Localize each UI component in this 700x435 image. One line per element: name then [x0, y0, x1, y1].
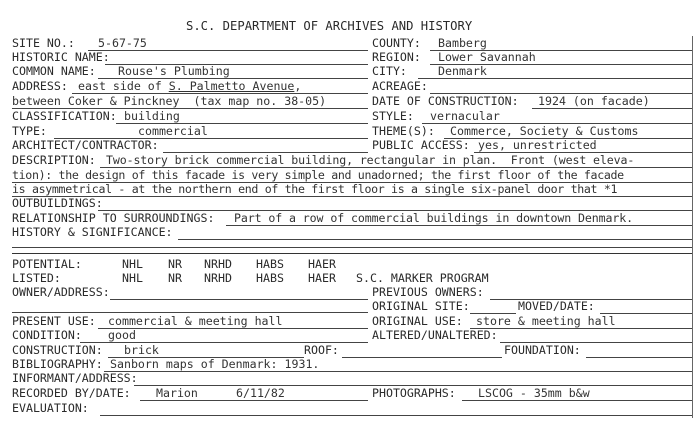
condition-label: CONDITION: [12, 328, 82, 342]
relationship-value: Part of a row of commercial buildings in downtown Denmark. [234, 211, 634, 225]
relationship-label: RELATIONSHIP TO SURROUNDINGS: [12, 211, 215, 225]
description-line2: tion): the design of this facade is very simple and unadorned; the first floor of the facade [12, 168, 624, 182]
themes-value: Commerce, Society & Customs [450, 124, 639, 138]
date-of-construction-line [532, 108, 692, 109]
potential-habs: HABS [256, 257, 284, 271]
original-use-value: store & meeting hall [476, 314, 616, 328]
address-prefix: east side of [78, 79, 169, 93]
potential-nr: NR [168, 257, 182, 271]
recorded-date-value: 6/11/82 [236, 386, 285, 400]
present-use-line [98, 328, 368, 329]
informant-label: INFORMANT/ADDRESS: [12, 371, 138, 385]
address-label: ADDRESS: [12, 79, 68, 93]
county-value: Bamberg [438, 36, 487, 50]
roof-line [342, 357, 502, 358]
foundation-line [586, 357, 692, 358]
city-value: Denmark [438, 64, 487, 78]
blank-rule [12, 247, 692, 248]
classification-value: building [124, 109, 180, 123]
section-divider [12, 253, 692, 254]
historic-name-label: HISTORIC NAME: [12, 50, 110, 64]
recorded-by-label: RECORDED BY/DATE: [12, 386, 131, 400]
original-site-label: ORIGINAL SITE: [372, 299, 470, 313]
photographs-label: PHOTOGRAPHS: [372, 386, 456, 400]
original-use-line [470, 328, 692, 329]
address-line1 [78, 80, 301, 93]
relationship-line [226, 225, 692, 226]
owner-address-line [110, 299, 368, 300]
date-of-construction-value: 1924 (on facade) [538, 94, 650, 108]
description-rule3 [12, 196, 692, 197]
address-suffix: , [294, 79, 302, 93]
date-of-construction-label: DATE OF CONSTRUCTION: [372, 94, 519, 108]
construction-label: CONSTRUCTION: [12, 343, 103, 357]
region-label: REGION: [372, 50, 421, 64]
site-no-value: 5-67-75 [98, 36, 147, 50]
roof-label: ROOF: [304, 343, 339, 357]
city-line [418, 78, 692, 79]
owner-address-label: OWNER/ADDRESS: [12, 285, 110, 299]
potential-nrhd: NRHD [204, 257, 232, 271]
moved-date-label: MOVED/DATE: [518, 299, 595, 313]
history-line [178, 239, 692, 240]
description-label: DESCRIPTION: [12, 153, 96, 167]
address-street: S. Palmetto Avenue [168, 79, 295, 93]
description-line3: is asymmetrical - at the northern end of the first floor is a single six-panel door that *1 [12, 182, 618, 196]
recorded-by-line [140, 400, 368, 401]
city-label: CITY: [372, 64, 407, 78]
region-value: Lower Savannah [438, 50, 536, 64]
type-label: TYPE: [12, 124, 47, 138]
foundation-label: FOUNDATION: [504, 343, 581, 357]
county-label: COUNTY: [372, 36, 421, 50]
description-line1: Two-story brick commercial building, rectangular in plan. Front (west eleva- [106, 153, 635, 167]
previous-owners-label: PREVIOUS OWNERS: [372, 285, 484, 299]
bibliography-line [104, 371, 692, 372]
condition-value: good [108, 328, 136, 342]
present-use-value: commercial & meeting hall [108, 314, 283, 328]
original-use-label: ORIGINAL USE: [372, 314, 463, 328]
listed-haer: HAER [308, 271, 336, 285]
public-access-label: PUBLIC ACCESS: [372, 138, 470, 152]
photographs-line [462, 400, 692, 401]
common-name-label: COMMON NAME: [12, 64, 96, 78]
construction-value: brick [124, 343, 159, 357]
photographs-value: LSCOG - 35mm b&w [478, 386, 590, 400]
style-value: vernacular [430, 109, 500, 123]
owner-blank-line [12, 312, 368, 313]
acreage-label: ACREAGE: [372, 79, 428, 93]
present-use-label: PRESENT USE: [12, 314, 96, 328]
style-label: STYLE: [372, 109, 414, 123]
altered-label: ALTERED/UNALTERED: [372, 328, 498, 342]
bibliography-value: Sanborn maps of Denmark: 1931. [110, 357, 320, 371]
listed-habs: HABS [256, 271, 284, 285]
history-label: HISTORY & SIGNIFICANCE: [12, 225, 173, 239]
public-access-value: yes, unrestricted [478, 138, 597, 152]
card-right-edge [692, 36, 693, 418]
site-no-line [88, 50, 368, 51]
themes-label: THEME(S): [372, 124, 435, 138]
recorded-by-value: Marion [156, 386, 198, 400]
listed-nhl: NHL [122, 271, 143, 285]
evaluation-line [100, 415, 692, 416]
listed-nr: NR [168, 271, 182, 285]
common-name-value: Rouse's Plumbing [118, 64, 230, 78]
potential-haer: HAER [308, 257, 336, 271]
type-value: commercial [138, 124, 208, 138]
outbuildings-label: OUTBUILDINGS: [12, 196, 103, 210]
listed-label: LISTED: [12, 271, 61, 285]
listed-nrhd: NRHD [204, 271, 232, 285]
potential-nhl: NHL [122, 257, 143, 271]
classification-label: CLASSIFICATION: [12, 109, 117, 123]
marker-program-label: S.C. MARKER PROGRAM [356, 271, 489, 285]
card-title: S.C. DEPARTMENT OF ARCHIVES AND HISTORY [186, 19, 473, 33]
address-line2: between Coker & Pinckney (tax map no. 38-05) [12, 94, 327, 108]
evaluation-label: EVALUATION: [12, 401, 89, 415]
bibliography-label: BIBLIOGRAPHY: [12, 357, 103, 371]
architect-label: ARCHITECT/CONTRACTOR: [12, 138, 159, 152]
site-no-label: SITE NO.: [12, 36, 75, 50]
potential-label: POTENTIAL: [12, 257, 82, 271]
